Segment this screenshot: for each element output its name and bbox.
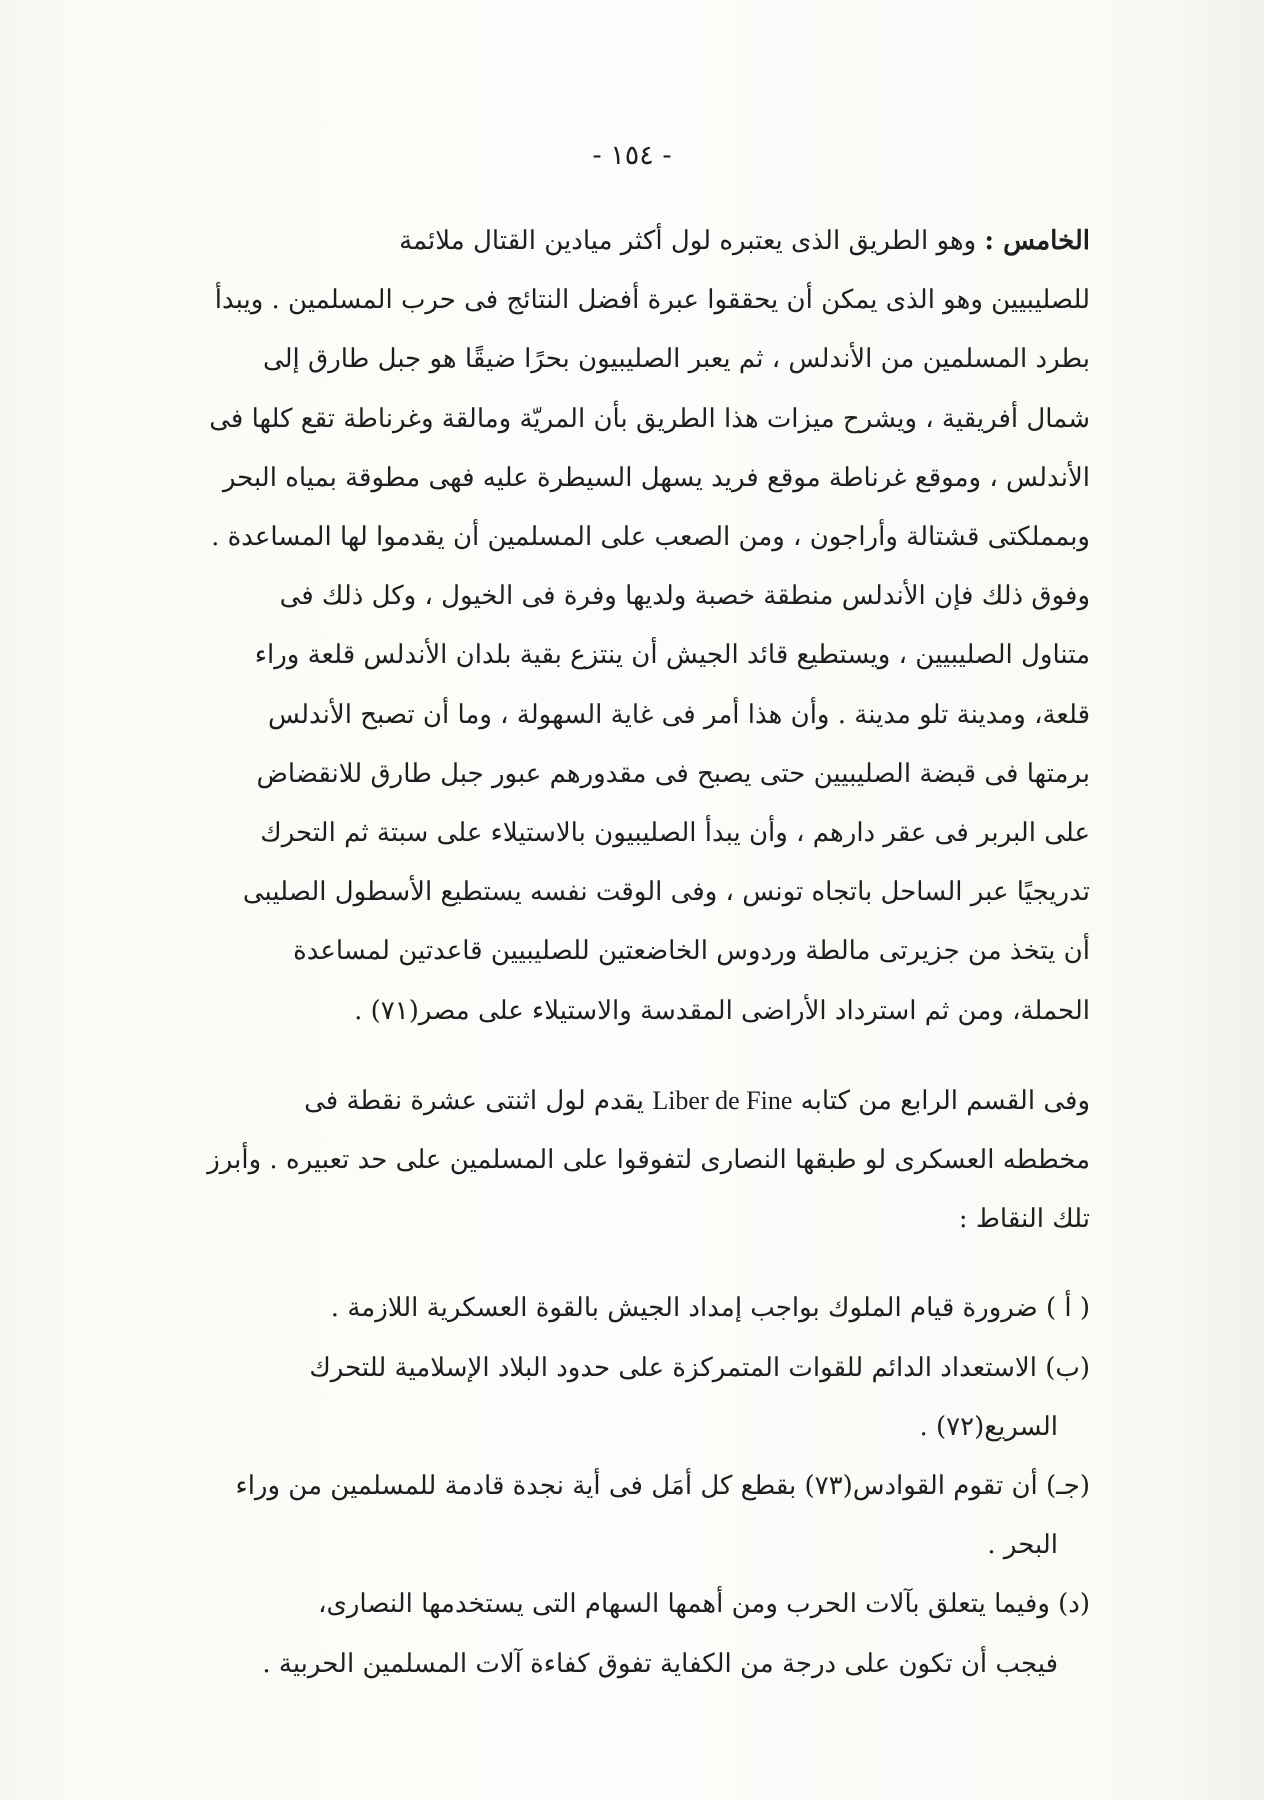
- paragraph-line: مخططه العسكرى لو طبقها النصارى لتفوقوا على المسلمين على حد تعبيره . وأبرز: [207, 1145, 1090, 1176]
- section-lead: الخامس :: [984, 226, 1090, 256]
- list-item: ( أ ) ضرورة قيام الملوك بواجب إمداد الجيش بالقوة العسكرية اللازمة .: [330, 1293, 1090, 1324]
- paragraph-line: شمال أفريقية ، ويشرح ميزات هذا الطريق بأن المريّة ومالقة وغرناطة تقع كلها فى: [209, 403, 1090, 434]
- page-number: - ١٥٤ -: [592, 140, 672, 171]
- paragraph-line: الحملة، ومن ثم استرداد الأراضى المقدسة والاستيلاء على مصر(٧١) .: [354, 995, 1090, 1026]
- paragraph-line: قلعة، ومدينة تلو مدينة . وأن هذا أمر فى غاية السهولة ، وما أن تصبح الأندلس: [267, 699, 1090, 730]
- paragraph-line: وفى القسم الرابع من كتابه Liber de Fine يقدم لول اثنتى عشرة نقطة فى: [304, 1085, 1090, 1116]
- body-text: [205, 212, 1090, 1694]
- paragraph-line: الخامس : وهو الطريق الذى يعتبره لول أكثر ميادين القتال ملائمة: [399, 226, 1090, 256]
- paragraph-line: برمتها فى قبضة الصليبيين حتى يصبح فى مقدورهم عبور جبل طارق للانقضاض: [256, 758, 1090, 789]
- paragraph-line: متناول الصليبيين ، ويستطيع قائد الجيش أن ينتزع بقية بلدان الأندلس قلعة وراء: [254, 640, 1090, 671]
- paragraph-line: الأندلس ، وموقع غرناطة موقع فريد يسهل السيطرة عليه فهى مطوقة بمياه البحر: [222, 462, 1090, 493]
- paragraph-line: أن يتخذ من جزيرتى مالطة وردوس الخاضعتين للصليبيين قاعدتين لمساعدة: [293, 936, 1090, 967]
- paragraph-line: وبمملكتى قشتالة وأراجون ، ومن الصعب على المسلمين أن يقدموا لها المساعدة .: [211, 522, 1090, 553]
- paragraph-line: على البربر فى عقر دارهم ، وأن يبدأ الصليبيون بالاستيلاء على سبتة ثم التحرك: [260, 818, 1090, 849]
- list-item-continuation: فيجب أن تكون على درجة من الكفاية تفوق كفاءة آلات المسلمين الحربية .: [262, 1648, 1058, 1679]
- paragraph-line: للصليبيين وهو الذى يمكن أن يحققوا عبرة أفضل النتائج فى حرب المسلمين . ويبدأ: [214, 285, 1090, 316]
- list-item-continuation: السريع(٧٢) .: [919, 1411, 1058, 1442]
- list-item: (ب) الاستعداد الدائم للقوات المتمركزة على حدود البلاد الإسلامية للتحرك: [309, 1352, 1090, 1383]
- paragraph-line: وفوق ذلك فإن الأندلس منطقة خصبة ولديها وفرة فى الخيول ، وكل ذلك فى: [279, 581, 1090, 612]
- list-item-continuation: البحر .: [987, 1530, 1058, 1561]
- list-item: (د) وفيما يتعلق بآلات الحرب ومن أهمها السهام التى يستخدمها النصارى،: [318, 1589, 1090, 1620]
- paragraph-line: تلك النقاط :: [958, 1204, 1090, 1235]
- paragraph-line: تدريجيًا عبر الساحل باتجاه تونس ، وفى الوقت نفسه يستطيع الأسطول الصليبى: [242, 877, 1090, 908]
- paragraph-line: بطرد المسلمين من الأندلس ، ثم يعبر الصليبيون بحرًا ضيقًا هو جبل طارق إلى: [262, 344, 1090, 375]
- book-title: Liber de Fine: [652, 1085, 793, 1115]
- list-item: (جـ) أن تقوم القوادس(٧٣) بقطع كل أمَل فى أية نجدة قادمة للمسلمين من وراء: [235, 1471, 1090, 1502]
